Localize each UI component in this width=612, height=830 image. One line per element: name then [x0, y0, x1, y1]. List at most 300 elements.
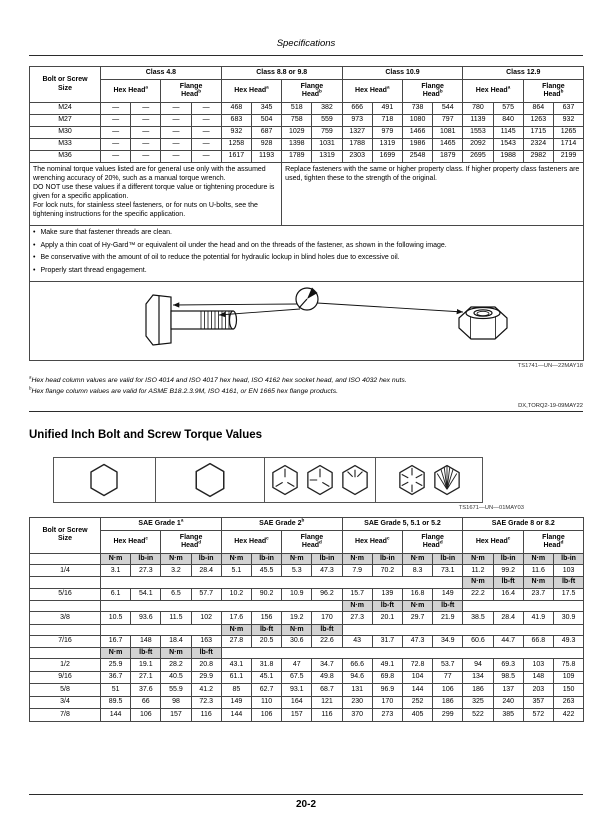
notes-right: Replace fasteners with the same or higher property class. If higher property class fasteners are used, tighten these to the strength of the original.	[282, 163, 584, 226]
torque-value-cell: 1715	[523, 127, 553, 139]
torque-value-cell: 687	[251, 127, 281, 139]
torque-value-cell: 186	[433, 696, 463, 709]
torque-value-cell: —	[161, 139, 191, 151]
torque-value-cell: 49.1	[372, 659, 402, 672]
torque-value-cell: 10.5	[101, 612, 131, 625]
unit-label-cell: lb-in	[131, 553, 161, 564]
illustration-caption: TS1671—UN—01MAY03	[458, 504, 524, 511]
inch-torque-table	[29, 517, 584, 722]
torque-value-cell: 973	[342, 115, 372, 127]
torque-value-cell: 1465	[433, 139, 463, 151]
torque-value-cell: 345	[251, 103, 281, 115]
metric-torque-table	[29, 66, 584, 361]
grade-2-head-cell	[156, 457, 265, 503]
torque-value-cell: —	[101, 127, 131, 139]
list-item: • Be conservative with the amount of oil to reduce the potential for hydraulic lockup in blind holes due to excessive oil.	[33, 254, 400, 262]
table-row	[30, 588, 584, 601]
torque-value-cell: —	[191, 103, 221, 115]
torque-value-cell: 47	[282, 659, 312, 672]
unit-label-cell: lb-ft	[131, 648, 161, 659]
torque-value-cell: 864	[523, 103, 553, 115]
torque-value-cell: 17.5	[553, 588, 583, 601]
torque-value-cell: 252	[402, 696, 432, 709]
metric-subheader-row	[30, 80, 584, 103]
page-title: Specifications	[276, 38, 336, 49]
torque-value-cell: 116	[191, 709, 221, 722]
torque-value-cell: 11.2	[463, 564, 493, 577]
torque-value-cell: —	[161, 151, 191, 163]
torque-value-cell: 47.3	[402, 635, 432, 648]
torque-value-cell: 2324	[523, 139, 553, 151]
unit-label-cell: N·m	[402, 601, 432, 612]
torque-value-cell: 17.6	[221, 612, 251, 625]
torque-value-cell: 62.7	[251, 684, 281, 697]
torque-value-cell: 131	[342, 684, 372, 697]
torque-value-cell: 2303	[342, 151, 372, 163]
unit-label-cell: N·m	[463, 577, 493, 588]
torque-value-cell: 16.4	[493, 588, 523, 601]
torque-value-cell: 170	[372, 696, 402, 709]
unit-switch-row	[30, 648, 584, 659]
sae-grade-8-header: SAE Grade 8 or 8.2	[463, 517, 584, 530]
hex-head-grade5-icon	[341, 464, 369, 496]
torque-value-cell: 70.2	[372, 564, 402, 577]
torque-value-cell: 31.7	[372, 635, 402, 648]
flange-head-header: Flange Head$^d$	[523, 530, 583, 553]
torque-value-cell: 1258	[221, 139, 251, 151]
torque-value-cell: 3.2	[161, 564, 191, 577]
hex-head-grade5-icon	[271, 464, 299, 496]
list-item: • Make sure that fastener threads are clean.	[33, 229, 172, 236]
class-12-9-header: Class 12.9	[463, 67, 584, 80]
torque-value-cell: 1145	[493, 127, 523, 139]
torque-value-cell: 491	[372, 103, 402, 115]
sae-grade-header-row	[30, 517, 584, 530]
hex-head-header: Hex Head$^c$	[221, 530, 281, 553]
table-row	[30, 115, 584, 127]
torque-value-cell: 29.9	[191, 671, 221, 684]
blank-cell	[30, 624, 101, 635]
unit-label-cell: N·m	[342, 601, 372, 612]
torque-value-cell: 28.4	[493, 612, 523, 625]
torque-value-cell: 1879	[433, 151, 463, 163]
sae-grade-5-header: SAE Grade 5, 5.1 or 5.2	[342, 517, 463, 530]
hex-head-header: Hex Head$^a$	[342, 80, 402, 103]
torque-value-cell: 98.5	[493, 671, 523, 684]
torque-value-cell: 116	[312, 709, 342, 722]
torque-value-cell: —	[191, 115, 221, 127]
torque-value-cell: 8.3	[402, 564, 432, 577]
torque-value-cell: —	[101, 103, 131, 115]
torque-value-cell: 2982	[523, 151, 553, 163]
torque-value-cell: 382	[312, 103, 342, 115]
table-row	[30, 684, 584, 697]
torque-value-cell: 106	[251, 709, 281, 722]
unit-label-cell: lb-in	[433, 553, 463, 564]
units-header-row	[30, 553, 584, 564]
torque-value-cell: 273	[372, 709, 402, 722]
torque-value-cell: 23.7	[523, 588, 553, 601]
unit-label-cell: N·m	[402, 553, 432, 564]
oiling-illustration-row	[30, 282, 584, 361]
table-row	[30, 139, 584, 151]
torque-value-cell: 518	[282, 103, 312, 115]
torque-value-cell: 28.2	[161, 659, 191, 672]
torque-value-cell: 683	[221, 115, 251, 127]
torque-value-cell: 1029	[282, 127, 312, 139]
torque-value-cell: 2092	[463, 139, 493, 151]
torque-value-cell: 11.5	[161, 612, 191, 625]
torque-value-cell: 85	[221, 684, 251, 697]
torque-value-cell: 51	[101, 684, 131, 697]
bolt-size-cell: 1/2	[30, 659, 101, 672]
unit-label-cell: N·m	[221, 553, 251, 564]
inch-subheader-row	[30, 530, 584, 553]
unit-label-cell: lb-ft	[312, 624, 342, 635]
torque-value-cell: 93.1	[282, 684, 312, 697]
torque-value-cell: 38.5	[463, 612, 493, 625]
torque-value-cell: 69.3	[493, 659, 523, 672]
bolt-size-cell: 5/8	[30, 684, 101, 697]
torque-value-cell: 106	[131, 709, 161, 722]
torque-value-cell: 55.9	[161, 684, 191, 697]
torque-value-cell: 144	[221, 709, 251, 722]
torque-value-cell: 1327	[342, 127, 372, 139]
footnote-b: $^b$Hex flange column values are valid for ASME B18.2.3.9M, ISO 4161, or EN 1665 hex flange products.	[29, 385, 338, 396]
torque-value-cell: 572	[523, 709, 553, 722]
torque-value-cell: 758	[282, 115, 312, 127]
torque-value-cell: 41.2	[191, 684, 221, 697]
page	[0, 38, 612, 722]
torque-value-cell: 637	[553, 103, 583, 115]
torque-value-cell: 157	[161, 709, 191, 722]
general-notes-row	[30, 163, 584, 226]
torque-value-cell: 144	[402, 684, 432, 697]
torque-value-cell: 54.1	[131, 588, 161, 601]
torque-value-cell: 134	[463, 671, 493, 684]
grade-1-head-cell	[53, 457, 156, 503]
unit-label-cell: lb-in	[251, 553, 281, 564]
torque-value-cell: 49.8	[312, 671, 342, 684]
torque-value-cell: 10.9	[282, 588, 312, 601]
torque-value-cell: 37.6	[131, 684, 161, 697]
oil-point-icon	[296, 287, 318, 310]
torque-value-cell: —	[101, 139, 131, 151]
torque-value-cell: 93.6	[131, 612, 161, 625]
torque-value-cell: 73.1	[433, 564, 463, 577]
torque-value-cell: 144	[101, 709, 131, 722]
torque-value-cell: —	[191, 151, 221, 163]
torque-value-cell: 1986	[402, 139, 432, 151]
table-row	[30, 659, 584, 672]
torque-value-cell: 1466	[402, 127, 432, 139]
torque-value-cell: 1265	[553, 127, 583, 139]
torque-value-cell: 72.8	[402, 659, 432, 672]
torque-value-cell: 6.5	[161, 588, 191, 601]
bullet-icon: •	[33, 254, 36, 262]
unit-switch-row	[30, 601, 584, 612]
torque-value-cell: 22.2	[463, 588, 493, 601]
table-row	[30, 127, 584, 139]
torque-value-cell: 27.8	[221, 635, 251, 648]
torque-value-cell: 932	[553, 115, 583, 127]
flange-head-header: Flange Head$^b$	[282, 80, 342, 103]
blank-cell	[101, 624, 222, 635]
torque-value-cell: 60.6	[463, 635, 493, 648]
torque-value-cell: 16.7	[101, 635, 131, 648]
torque-value-cell: 422	[553, 709, 583, 722]
torque-value-cell: 325	[463, 696, 493, 709]
torque-value-cell: 19.1	[131, 659, 161, 672]
metric-class-header-row	[30, 67, 584, 80]
torque-value-cell: 68.7	[312, 684, 342, 697]
footnote-a: $^a$Hex head column values are valid for ISO 4014 and ISO 4017 hex head, ISO 4162 hex socket head, and ISO 4032 hex nuts.	[29, 374, 407, 385]
torque-value-cell: 932	[221, 127, 251, 139]
bullet-list-row	[30, 226, 584, 282]
torque-value-cell: 49.3	[553, 635, 583, 648]
torque-value-cell: 575	[493, 103, 523, 115]
unit-label-cell: lb-ft	[553, 577, 583, 588]
torque-value-cell: 385	[493, 709, 523, 722]
unit-label-cell: lb-in	[493, 553, 523, 564]
torque-value-cell: 66	[131, 696, 161, 709]
torque-value-cell: 1319	[312, 151, 342, 163]
torque-value-cell: 43.1	[221, 659, 251, 672]
torque-value-cell: 96.9	[372, 684, 402, 697]
flange-head-header: Flange Head$^b$	[161, 80, 221, 103]
torque-value-cell: 98	[161, 696, 191, 709]
flange-head-header: Flange Head$^b$	[523, 80, 583, 103]
torque-value-cell: 94	[463, 659, 493, 672]
torque-value-cell: 1553	[463, 127, 493, 139]
sae-grade-1-header: SAE Grade 1$^a$	[101, 517, 222, 530]
torque-value-cell: 2548	[402, 151, 432, 163]
torque-value-cell: 20.1	[372, 612, 402, 625]
table-row	[30, 151, 584, 163]
torque-value-cell: 103	[553, 564, 583, 577]
torque-value-cell: 139	[372, 588, 402, 601]
torque-value-cell: 69.8	[372, 671, 402, 684]
torque-value-cell: 110	[251, 696, 281, 709]
class-4-8-header: Class 4.8	[101, 67, 222, 80]
torque-value-cell: 1031	[312, 139, 342, 151]
torque-value-cell: 780	[463, 103, 493, 115]
notes-left: The nominal torque values listed are for general use only with the assumed wrenching accuracy of 20%, such as a manual torque wrench. DO NOT use these values if a different torque value or tightening procedure is given for a specific application. For lock nuts, for stainless steel fasteners, or for nuts on U-bolts, see the tightening instructions for the specific application.	[30, 163, 282, 226]
bullet-icon: •	[33, 266, 36, 274]
grade-8-head-cell	[376, 457, 483, 503]
torque-value-cell: —	[161, 115, 191, 127]
bullet-icon: •	[33, 229, 36, 236]
header-rule	[29, 55, 583, 56]
blank-cell	[30, 553, 101, 564]
torque-value-cell: 104	[402, 671, 432, 684]
unit-label-cell: N·m	[161, 553, 191, 564]
torque-value-cell: 1617	[221, 151, 251, 163]
torque-value-cell: —	[131, 151, 161, 163]
unit-label-cell: lb-in	[372, 553, 402, 564]
torque-value-cell: 99.2	[493, 564, 523, 577]
unit-label-cell: N·m	[101, 553, 131, 564]
hex-head-grade5-icon	[306, 464, 334, 496]
torque-value-cell: 2199	[553, 151, 583, 163]
torque-value-cell: 28.4	[191, 564, 221, 577]
grade-marking-illustration	[53, 457, 483, 503]
torque-value-cell: 3.1	[101, 564, 131, 577]
torque-value-cell: 5.3	[282, 564, 312, 577]
torque-value-cell: 43	[342, 635, 372, 648]
torque-value-cell: 164	[282, 696, 312, 709]
torque-value-cell: —	[131, 139, 161, 151]
unit-label-cell: lb-in	[553, 553, 583, 564]
torque-value-cell: 25.9	[101, 659, 131, 672]
torque-value-cell: 370	[342, 709, 372, 722]
bolt-size-cell: M24	[30, 103, 101, 115]
torque-value-cell: 57.7	[191, 588, 221, 601]
hex-head-header: Hex Head$^a$	[221, 80, 281, 103]
torque-value-cell: 121	[312, 696, 342, 709]
torque-value-cell: 149	[221, 696, 251, 709]
torque-value-cell: 522	[463, 709, 493, 722]
list-item: • Properly start thread engagement.	[33, 266, 147, 274]
torque-value-cell: 149	[433, 588, 463, 601]
footer-rule	[29, 794, 583, 795]
nut-graphic	[459, 307, 507, 339]
torque-value-cell: 148	[131, 635, 161, 648]
unit-label-cell: N·m	[523, 553, 553, 564]
torque-value-cell: —	[191, 127, 221, 139]
hex-head-header: Hex Head$^c$	[463, 530, 523, 553]
bolt-size-cell: 1/4	[30, 564, 101, 577]
unit-label-cell: N·m	[161, 648, 191, 659]
torque-value-cell: 77	[433, 671, 463, 684]
bolt-size-cell: 3/4	[30, 696, 101, 709]
torque-value-cell: 102	[191, 612, 221, 625]
hex-head-header: Hex Head$^a$	[463, 80, 523, 103]
torque-value-cell: 928	[251, 139, 281, 151]
hex-head-header: Hex Head$^c$	[342, 530, 402, 553]
unit-label-cell: lb-ft	[433, 601, 463, 612]
torque-value-cell: 544	[433, 103, 463, 115]
unit-label-cell: lb-ft	[493, 577, 523, 588]
unit-label-cell: lb-ft	[251, 624, 281, 635]
unit-label-cell: N·m	[101, 648, 131, 659]
bolt-size-cell: 9/16	[30, 671, 101, 684]
table-row	[30, 612, 584, 625]
torque-value-cell: 186	[463, 684, 493, 697]
torque-value-cell: 1139	[463, 115, 493, 127]
bolt-size-cell: M33	[30, 139, 101, 151]
torque-value-cell: 16.8	[402, 588, 432, 601]
torque-value-cell: 27.3	[131, 564, 161, 577]
torque-value-cell: 22.6	[312, 635, 342, 648]
unit-label-cell: N·m	[463, 553, 493, 564]
torque-value-cell: 20.8	[191, 659, 221, 672]
hex-head-grade1-icon	[89, 463, 119, 497]
table-row	[30, 564, 584, 577]
torque-value-cell: 10.2	[221, 588, 251, 601]
torque-value-cell: 30.9	[553, 612, 583, 625]
torque-value-cell: 1398	[282, 139, 312, 151]
corner-header: Bolt or Screw Size	[30, 517, 101, 553]
torque-value-cell: 29.7	[402, 612, 432, 625]
hex-head-grade2-icon	[194, 462, 226, 498]
table-row	[30, 635, 584, 648]
doc-code: DX,TORQ2-19-09MAY22	[518, 402, 583, 409]
class-8-8-header: Class 8.8 or 9.8	[221, 67, 342, 80]
torque-value-cell: 203	[523, 684, 553, 697]
torque-value-cell: 150	[553, 684, 583, 697]
torque-value-cell: —	[161, 103, 191, 115]
torque-value-cell: 75.8	[553, 659, 583, 672]
bolt-size-cell: 3/8	[30, 612, 101, 625]
torque-value-cell: 797	[433, 115, 463, 127]
unit-label-cell: lb-in	[191, 553, 221, 564]
torque-value-cell: 103	[523, 659, 553, 672]
table-row	[30, 671, 584, 684]
torque-value-cell: 840	[493, 115, 523, 127]
torque-value-cell: 405	[402, 709, 432, 722]
torque-value-cell: —	[191, 139, 221, 151]
torque-value-cell: 137	[493, 684, 523, 697]
unit-label-cell: N·m	[282, 553, 312, 564]
class-10-9-header: Class 10.9	[342, 67, 463, 80]
torque-value-cell: 1319	[372, 139, 402, 151]
bolt-size-cell: 7/16	[30, 635, 101, 648]
torque-value-cell: 11.6	[523, 564, 553, 577]
torque-value-cell: 1788	[342, 139, 372, 151]
torque-value-cell: 299	[433, 709, 463, 722]
flange-head-header: Flange Head$^d$	[402, 530, 462, 553]
torque-value-cell: —	[101, 151, 131, 163]
torque-value-cell: 106	[433, 684, 463, 697]
torque-value-cell: 170	[312, 612, 342, 625]
torque-value-cell: 30.6	[282, 635, 312, 648]
footnotes	[29, 376, 583, 398]
unit-label-cell: N·m	[221, 624, 251, 635]
section-rule	[29, 411, 583, 412]
torque-value-cell: 19.2	[282, 612, 312, 625]
torque-value-cell: 66.6	[342, 659, 372, 672]
torque-value-cell: 96.2	[312, 588, 342, 601]
unit-label-cell: lb-ft	[372, 601, 402, 612]
torque-value-cell: 2695	[463, 151, 493, 163]
torque-value-cell: 66.8	[523, 635, 553, 648]
torque-value-cell: 1988	[493, 151, 523, 163]
torque-value-cell: 41.9	[523, 612, 553, 625]
torque-value-cell: 979	[372, 127, 402, 139]
table-row	[30, 696, 584, 709]
torque-value-cell: 47.3	[312, 564, 342, 577]
grade-5-head-cell	[265, 457, 377, 503]
unit-switch-row	[30, 577, 584, 588]
blank-cell	[221, 648, 583, 659]
blank-cell	[342, 624, 584, 635]
blank-cell	[463, 601, 584, 612]
torque-value-cell: —	[101, 115, 131, 127]
bolt-size-cell: 7/8	[30, 709, 101, 722]
torque-value-cell: 1081	[433, 127, 463, 139]
torque-value-cell: 53.7	[433, 659, 463, 672]
unit-label-cell: N·m	[282, 624, 312, 635]
torque-value-cell: 40.5	[161, 671, 191, 684]
torque-value-cell: 240	[493, 696, 523, 709]
torque-value-cell: 72.3	[191, 696, 221, 709]
unit-switch-row	[30, 624, 584, 635]
bolt-oiling-illustration	[67, 284, 547, 356]
image-caption: TS1741—UN—22MAY18	[517, 363, 583, 370]
torque-value-cell: 718	[372, 115, 402, 127]
torque-value-cell: 1699	[372, 151, 402, 163]
